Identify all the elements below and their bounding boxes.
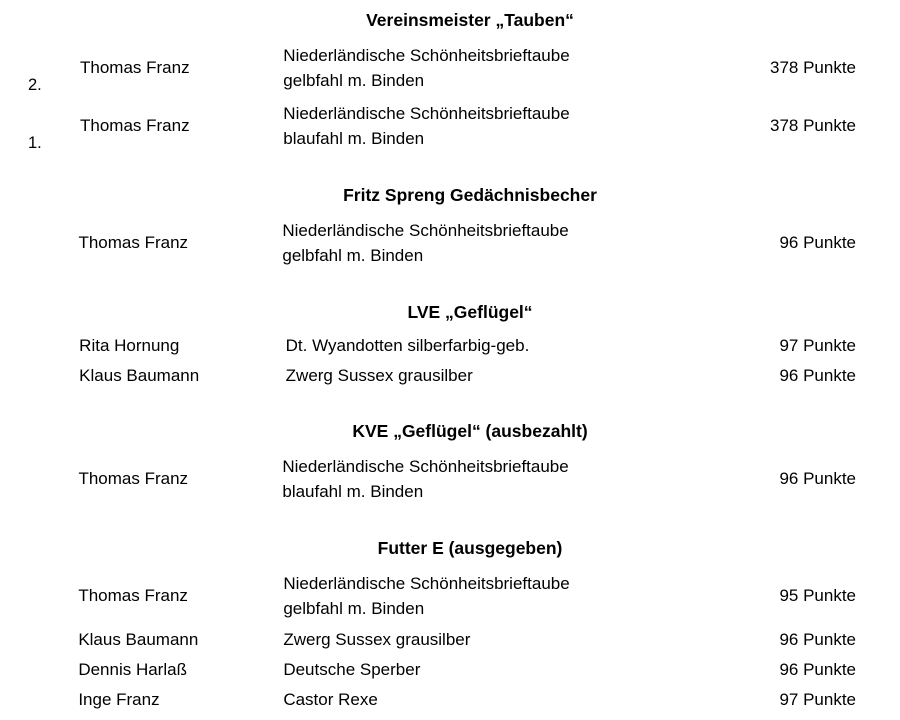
award-section [0,272,900,391]
section-title: Futter E (ausgegeben) [377,538,563,558]
title-gap [0,323,900,331]
results-table [0,39,900,155]
breed-cell [283,567,721,625]
results-table [0,450,900,508]
points-cell: 96 Punkte [779,233,856,252]
breed-line: Niederländische Schönheitsbrieftaube [283,103,570,123]
results-table [0,331,900,391]
section-spacer [0,155,900,185]
exhibitor-name-cell: Thomas Franz [78,469,189,488]
title-gap [0,31,900,39]
section-spacer [0,391,900,421]
exhibitor-name-cell: Inge Franz [78,690,160,709]
points-cell: 378 Punkte [769,116,856,135]
breed-cell [283,685,721,715]
table-row [0,450,900,508]
breed-line: gelbfahl m. Binden [282,246,424,265]
rank-cell [0,331,79,361]
title-gap [0,442,900,450]
table-row [0,331,900,361]
exhibitor-name-cell: Thomas Franz [80,116,190,135]
breed-line: gelbfahl m. Binden [283,71,425,90]
table-row [0,685,900,715]
table-row [0,625,900,655]
breed-line: Castor Rexe [283,690,378,710]
title-gap [0,559,900,567]
section-title: Vereinsmeister „Tauben“ [366,10,574,30]
breed-cell [283,655,721,685]
table-row [0,214,900,272]
section-spacer [0,508,900,538]
rank-cell [0,625,78,655]
title-gap [0,206,900,214]
table-row [0,97,900,155]
breed-line: Deutsche Sperber [283,660,421,680]
section-title: Fritz Spreng Gedächnisbecher [343,185,597,205]
exhibitor-name-cell: Rita Hornung [79,336,180,355]
points-cell: 97 Punkte [779,690,856,709]
rank-cell [0,450,78,508]
breed-line: Niederländische Schönheitsbrieftaube [283,573,570,593]
exhibitor-name-cell: Thomas Franz [78,586,188,605]
rank-cell: 1. [28,134,42,152]
breed-line: Dt. Wyandotten silberfarbig-geb. [285,336,530,356]
breed-cell [286,331,720,361]
breed-cell [282,450,720,508]
rank-cell [0,361,79,391]
breed-line: blaufahl m. Binden [282,482,424,501]
table-row [0,361,900,391]
points-cell: 95 Punkte [779,586,856,605]
award-section [0,391,900,508]
results-table [0,567,900,715]
breed-line: gelbfahl m. Binden [283,599,425,618]
rank-cell: 2. [28,76,42,94]
breed-cell [286,361,720,391]
table-row [0,655,900,685]
table-row [0,39,900,97]
exhibitor-name-cell: Thomas Franz [78,233,189,252]
breed-line: Niederländische Schönheitsbrieftaube [283,45,570,65]
exhibitor-name-cell: Thomas Franz [80,58,190,77]
breed-line: Niederländische Schönheitsbrieftaube [282,456,569,476]
breed-line: Zwerg Sussex grausilber [285,366,473,386]
breed-cell [283,625,721,655]
breed-cell [283,97,720,155]
points-cell: 96 Punkte [779,630,856,649]
points-cell: 96 Punkte [779,660,856,679]
section-spacer [0,272,900,302]
rank-cell [0,214,78,272]
rank-cell [0,685,78,715]
section-title: KVE „Geflügel“ (ausbezahlt) [352,421,588,441]
top-spacer [0,0,900,10]
exhibitor-name-cell: Klaus Baumann [78,630,199,649]
section-title: LVE „Geflügel“ [407,302,533,322]
exhibitor-name-cell: Dennis Harlaß [78,660,187,679]
points-cell: 96 Punkte [779,366,856,385]
breed-line: Niederländische Schönheitsbrieftaube [282,220,569,240]
award-section [0,0,900,155]
breed-cell [283,39,720,97]
rank-cell [0,655,78,685]
rank-cell [0,567,78,625]
breed-line: Zwerg Sussex grausilber [283,630,471,650]
points-cell: 96 Punkte [779,469,856,488]
exhibitor-name-cell: Klaus Baumann [79,366,200,385]
breed-line: blaufahl m. Binden [283,129,425,148]
award-section [0,508,900,715]
points-cell: 378 Punkte [769,58,856,77]
award-section [0,155,900,272]
points-cell: 97 Punkte [779,336,856,355]
breed-cell [282,214,720,272]
table-row [0,567,900,625]
results-table [0,214,900,272]
